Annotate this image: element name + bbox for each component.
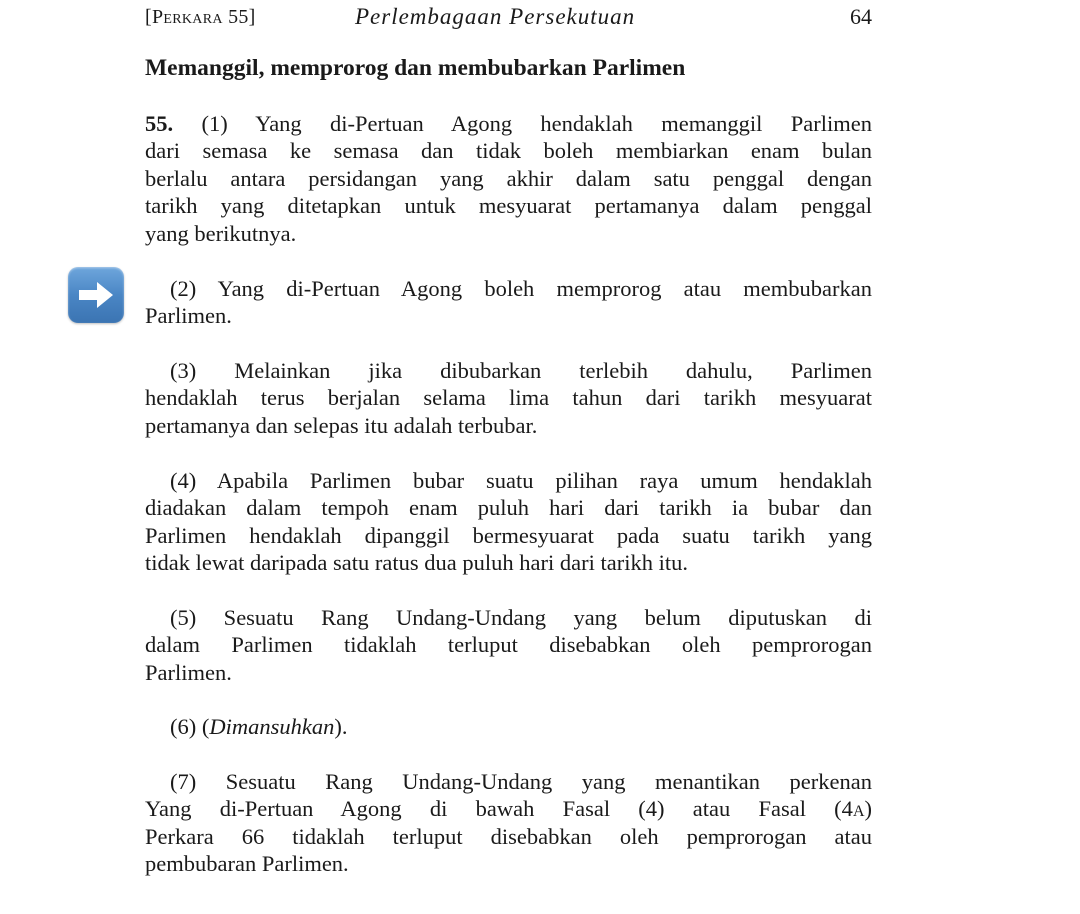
clause-line: tarikh yang ditetapkan untuk mesyuarat pertamanya dalam penggal [145, 193, 872, 219]
clause-line: (4) Apabila Parlimen bubar suatu pilihan raya umum hendaklah [170, 468, 872, 493]
clause-3 [145, 357, 872, 439]
clause-line: tidak lewat daripada satu ratus dua puluh hari dari tarikh itu. [145, 550, 688, 576]
right-arrow-icon[interactable] [68, 267, 124, 323]
clause-line: (5) Sesuatu Rang Undang-Undang yang belum diputuskan di [170, 605, 872, 630]
repealed-label: Dimansuhkan [209, 714, 335, 739]
clause-line: Yang di-Pertuan Agong di bawah Fasal (4) atau Fasal (4a) [145, 796, 872, 822]
clause-line: diadakan dalam tempoh enam puluh hari dari tarikh ia bubar dan [145, 495, 872, 521]
clause-line: Parlimen hendaklah dipanggil bermesyuarat pada suatu tarikh yang [145, 522, 872, 548]
running-header [145, 2, 872, 32]
arrow-glyph [77, 280, 115, 310]
clause-line: (6) (Dimansuhkan). [170, 714, 348, 739]
article-number: 55. [145, 111, 174, 136]
clause-5 [145, 604, 872, 686]
clause-line: 55. (1) Yang di-Pertuan Agong hendaklah memanggil Parlimen [145, 111, 873, 136]
clause-line: (2) Yang di-Pertuan Agong boleh memprorog atau membubarkan [170, 276, 872, 301]
clause-line: yang berikutnya. [145, 220, 297, 246]
clause-line: pertamanya dan selepas itu adalah terbubar. [145, 412, 538, 438]
clause-line: (7) Sesuatu Rang Undang-Undang yang menantikan perkenan [170, 769, 872, 794]
clause-1 [145, 110, 872, 247]
clause-line: pembubaran Parlimen. [145, 851, 349, 877]
clause-line: Parlimen. [145, 659, 232, 685]
clause-line: dari semasa ke semasa dan tidak boleh membiarkan enam bulan [145, 138, 872, 164]
page-number: 64 [850, 4, 872, 29]
clause-line: Perkara 66 tidaklah terluput disebabkan oleh pemprorogan atau [145, 823, 872, 849]
clause-7 [145, 768, 872, 878]
document-title: Perlembagaan Persekutuan [355, 4, 636, 29]
clause-line: Parlimen. [145, 303, 232, 329]
clause-line: (3) Melainkan jika dibubarkan terlebih dahulu, Parlimen [170, 358, 872, 383]
article-reference: [Perkara 55] [145, 6, 256, 28]
clause-4 [145, 467, 872, 577]
clause-line: hendaklah terus berjalan selama lima tahun dari tarikh mesyuarat [145, 385, 872, 411]
section-heading: Memanggil, memprorog dan membubarkan Parlimen [145, 55, 686, 81]
clause-6 [145, 713, 872, 740]
clause-line: berlalu antara persidangan yang akhir dalam satu penggal dengan [145, 165, 872, 191]
clause-2 [145, 275, 872, 330]
clause-line: dalam Parlimen tidaklah terluput disebabkan oleh pemprorogan [145, 632, 872, 658]
article-reference-word: Perkara [151, 6, 223, 28]
